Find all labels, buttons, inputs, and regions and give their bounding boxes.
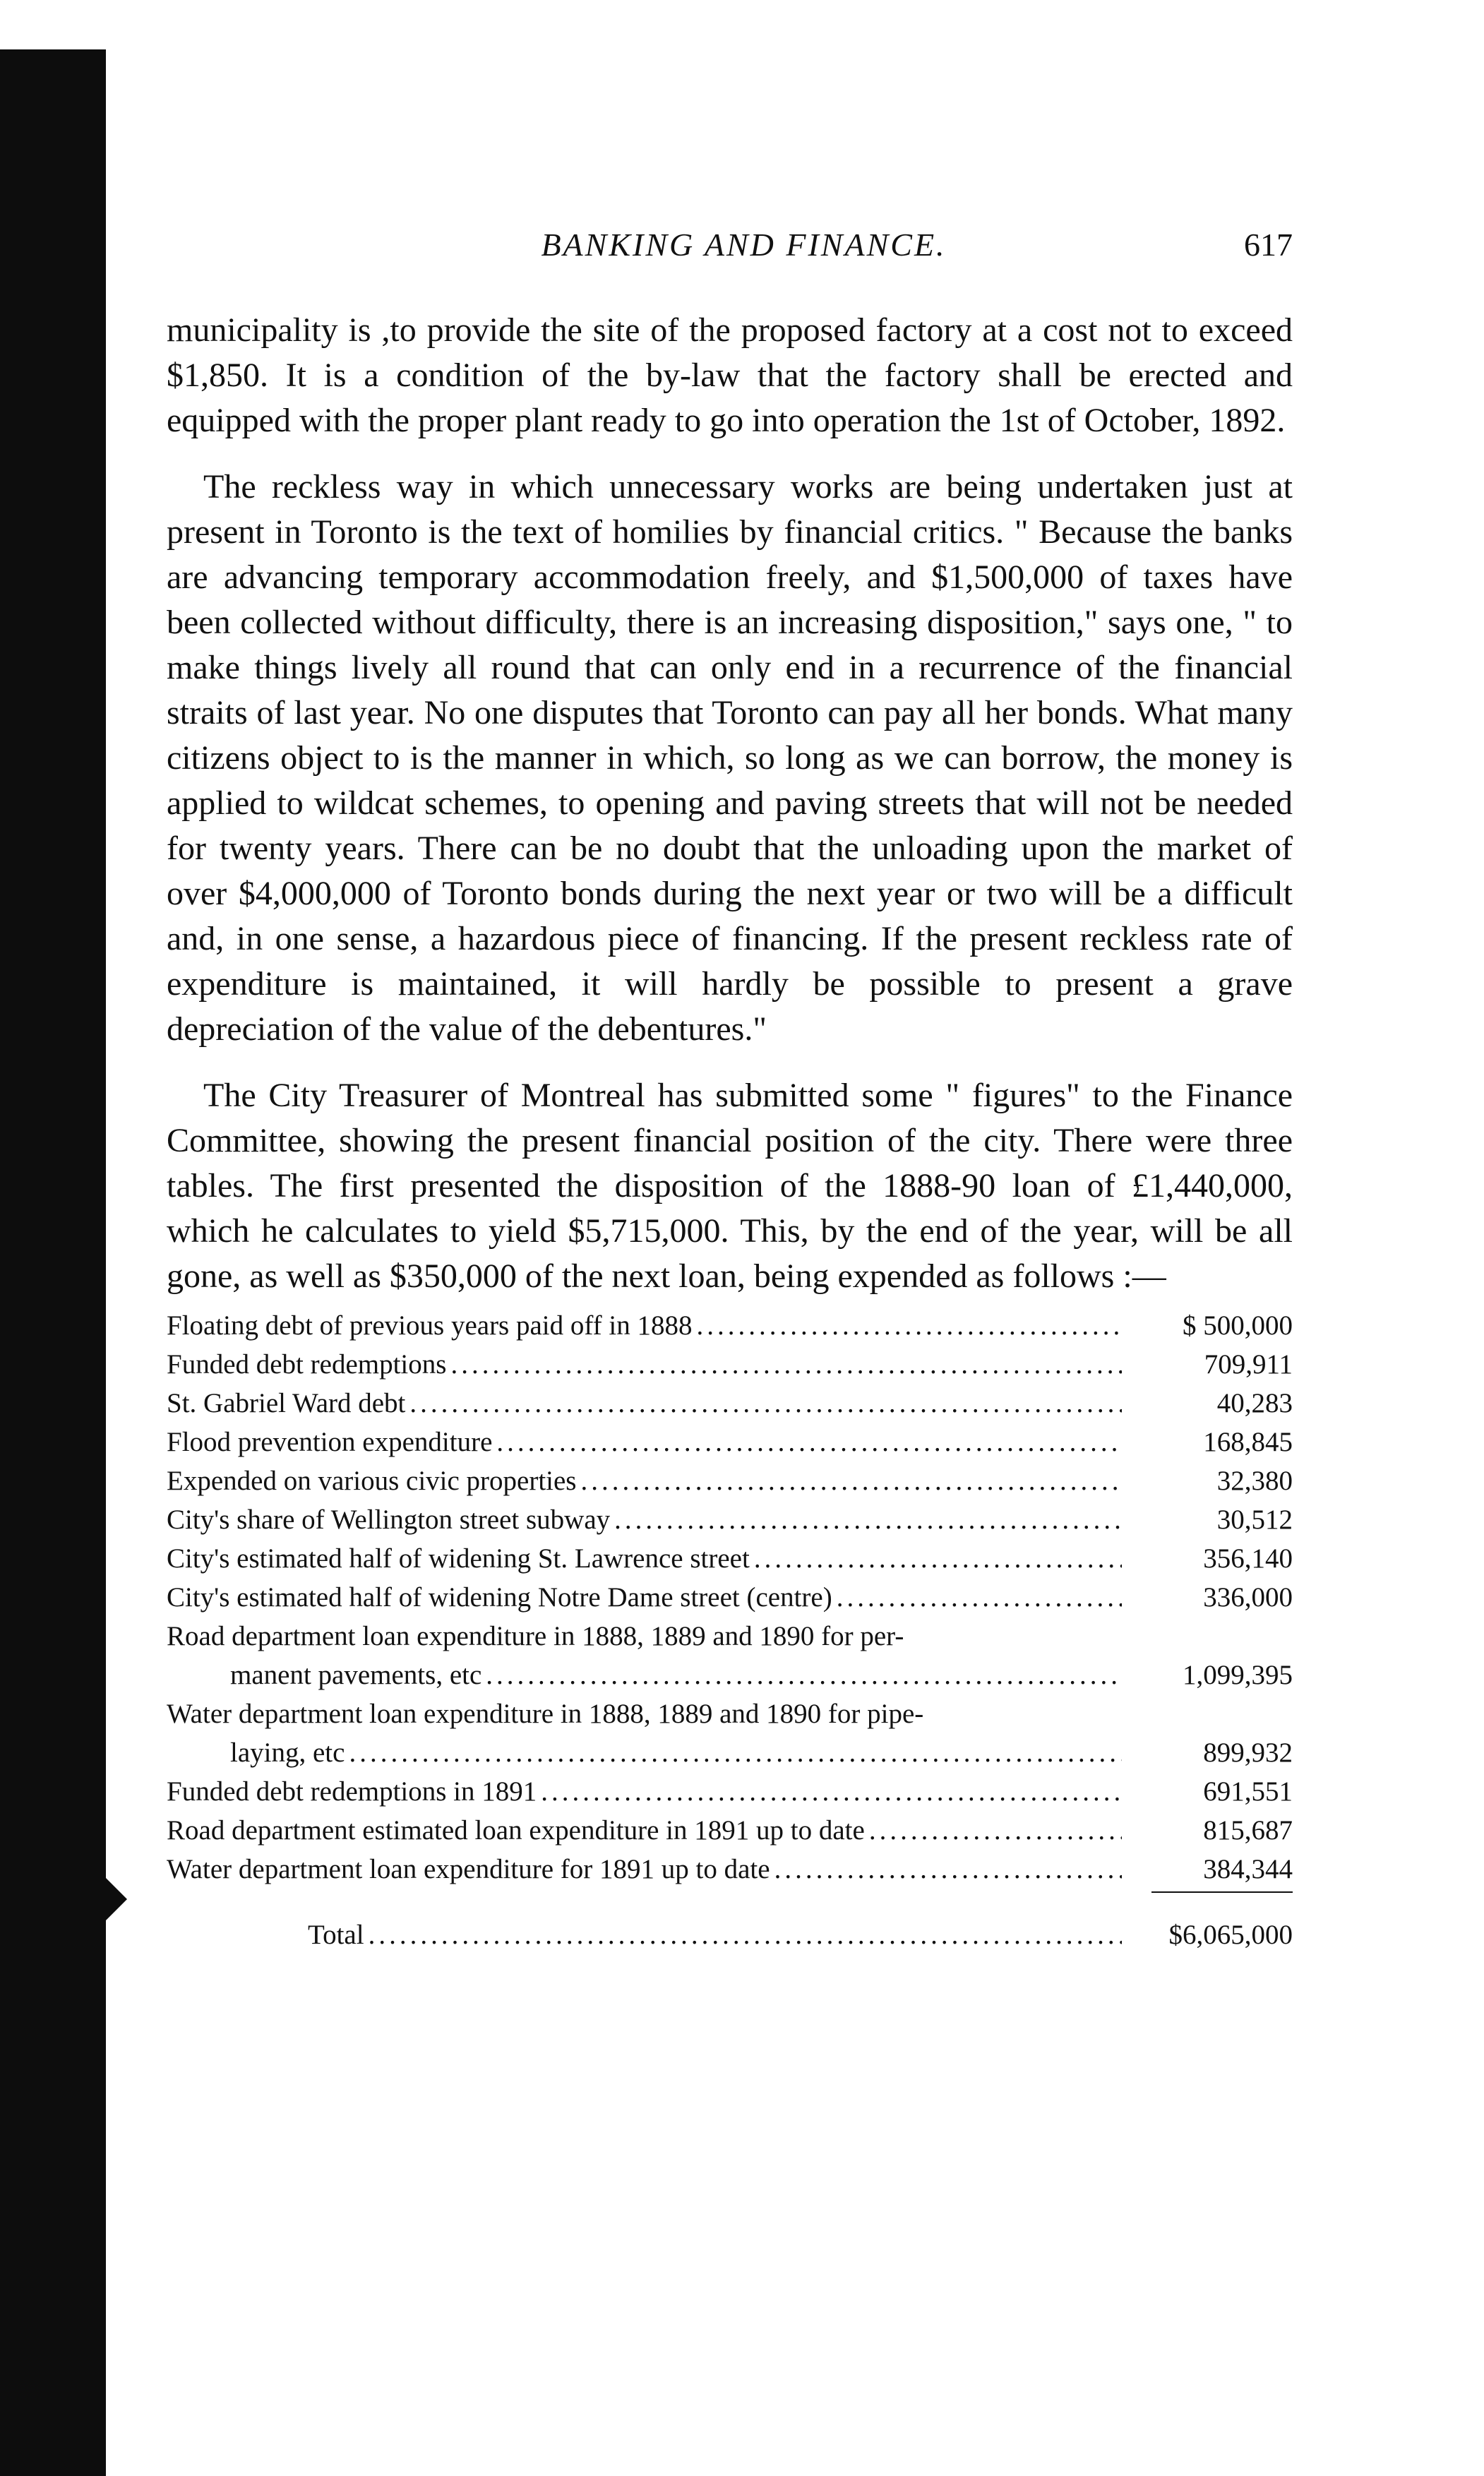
row-amount: 384,344 (1203, 1854, 1293, 1884)
row-label: Expended on various civic properties (167, 1466, 577, 1496)
table-row (167, 1811, 1293, 1850)
paragraph-2: The reckless way in which unnecessary works are being undertaken just at present in Toronto is the text of homilies by financial critics. " Because the banks are advancing temporary accommodation freely, and $1,500,000 of taxes have been collected without difficulty, there is an increasing disposition," says one, " to make things lively all round that can only end in a recurrence of the financial straits of last year. No one disputes that Toronto can pay all her bonds. What many citizens object to is the manner in which, so long as we can borrow, the money is applied to wildcat schemes, to opening and paving streets that will not be needed for twenty years. There can be no doubt that the unloading upon the market of over $4,000,000 of Toronto bonds during the next year or two will be a difficult and, in one sense, a hazardous piece of financing. If the present reckless rate of expenditure is maintained, it will hardly be possible to present a grave depreciation of the value of the debentures." (167, 468, 1293, 1048)
row-label: Floating debt of previous years paid off in 1888 (167, 1310, 693, 1341)
table-row (167, 1384, 1293, 1423)
table-row (167, 1539, 1293, 1578)
row-amount: 32,380 (1216, 1466, 1293, 1496)
row-amount: 709,911 (1204, 1349, 1293, 1380)
row-label-first-line: Road department loan expenditure in 1888, 1889 and 1890 for per- (167, 1621, 904, 1651)
table-row (167, 1578, 1293, 1617)
running-head (167, 226, 1293, 273)
table-row (167, 1772, 1293, 1811)
row-label-continuation: laying, etc (230, 1738, 345, 1768)
row-label-continuation: manent pavements, etc (230, 1660, 482, 1690)
paragraph-1: municipality is ,to provide the site of the proposed factory at a cost not to exceed $1,850. It is a condition of the by-law that the factory shall be erected and equipped with the proper plant ready to go into operation the 1st of October, 1892. (167, 311, 1293, 439)
row-label: City's estimated half of widening St. Lawrence street (167, 1543, 750, 1574)
row-label: Funded debt redemptions (167, 1349, 447, 1380)
row-label: Flood prevention expenditure (167, 1427, 493, 1457)
row-amount: 1,099,395 (1183, 1660, 1293, 1690)
total-row (167, 1915, 1293, 1954)
running-title: BANKING AND FINANCE. (541, 227, 947, 263)
row-label: City's share of Wellington street subway (167, 1505, 611, 1535)
row-amount: 815,687 (1203, 1815, 1293, 1846)
table-row (167, 1656, 1293, 1694)
table-row (167, 1345, 1293, 1384)
row-label: City's estimated half of widening Notre Dame street (centre) (167, 1582, 832, 1613)
table-row (167, 1733, 1293, 1772)
expenditure-table (167, 1306, 1293, 1954)
row-amount: $ 500,000 (1183, 1310, 1293, 1341)
binding-notch (106, 1878, 127, 1920)
row-label-first-line: Water department loan expenditure in 1888, 1889 and 1890 for pipe- (167, 1699, 924, 1729)
table-row (167, 1850, 1293, 1889)
total-label: Total (308, 1920, 364, 1950)
row-label: St. Gabriel Ward debt (167, 1388, 406, 1418)
row-label: Water department loan expenditure for 1891 up to date (167, 1854, 770, 1884)
row-label: Funded debt redemptions in 1891 (167, 1776, 537, 1807)
sum-rule (1151, 1891, 1293, 1893)
paragraph-3: The City Treasurer of Montreal has submitted some " figures" to the Finance Committee, showing the present financial position of the city. There were three tables. The first presented the disposition of the 1888-90 loan of £1,440,000, which he calculates to yield $5,715,000. This, by the end of the year, will be all gone, as well as $350,000 of the next loan, being expended as follows :— (167, 1077, 1293, 1295)
document-page (167, 226, 1293, 1954)
row-amount: 356,140 (1203, 1543, 1293, 1574)
page-number: 617 (1244, 227, 1293, 263)
row-label: Road department estimated loan expenditure in 1891 up to date (167, 1815, 865, 1846)
row-amount: 40,283 (1216, 1388, 1293, 1418)
table-row (167, 1306, 1293, 1345)
row-amount: 899,932 (1203, 1738, 1293, 1768)
total-amount: $6,065,000 (1168, 1920, 1293, 1950)
table-row (167, 1461, 1293, 1500)
page-binding-edge (0, 49, 106, 2476)
row-amount: 30,512 (1216, 1505, 1293, 1535)
row-amount: 168,845 (1203, 1427, 1293, 1457)
row-amount: 336,000 (1203, 1582, 1293, 1613)
row-amount: 691,551 (1203, 1776, 1293, 1807)
table-row (167, 1500, 1293, 1539)
table-row (167, 1423, 1293, 1461)
